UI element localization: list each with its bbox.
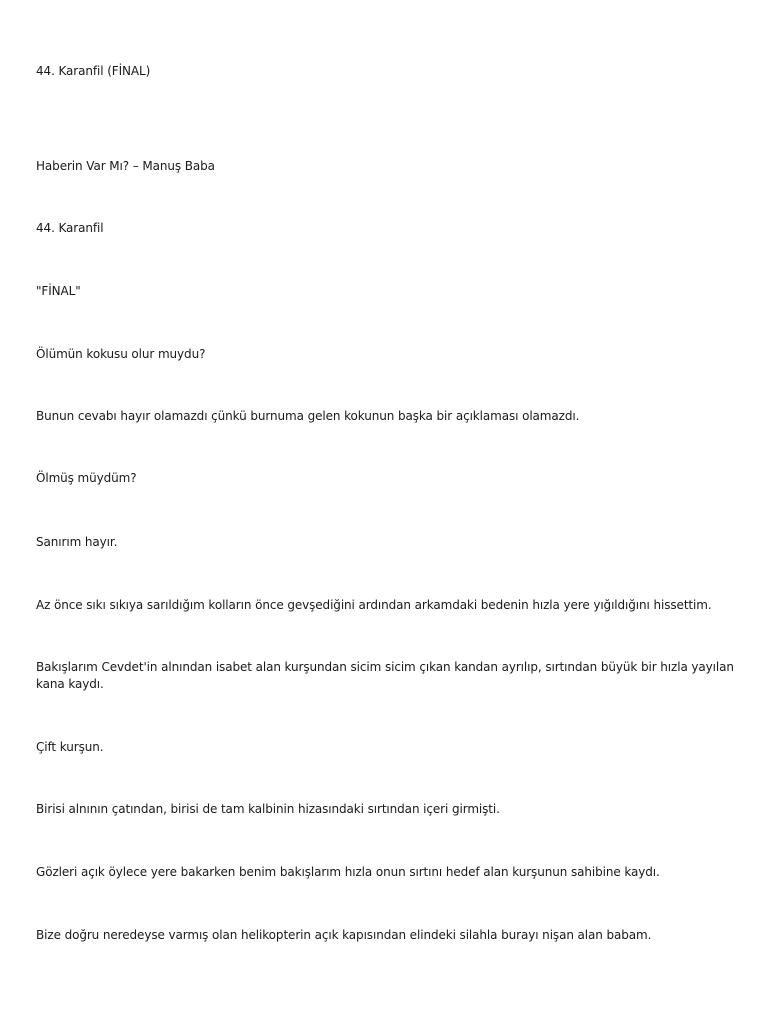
paragraph: Ölümün kokusu olur muydu? [36, 347, 206, 361]
chapter-subheading: "FİNAL" [36, 284, 81, 298]
paragraph: Gözleri açık öylece yere bakarken benim bakışlarım hızla onun sırtını hedef alan kurşunun sahibine kaydı. [36, 865, 660, 879]
chapter-heading: 44. Karanfil [36, 221, 104, 235]
paragraph: Bize doğru neredeyse varmış olan helikopterin açık kapısından elindeki silahla burayı nişan alan babam. [36, 928, 652, 942]
paragraph: Birisi alnının çatından, birisi de tam kalbinin hizasındaki sırtından içeri girmişti. [36, 802, 500, 816]
paragraph: Az önce sıkı sıkıya sarıldığım kolların önce gevşediğini ardından arkamdaki bedenin hızla yere yığıldığını hissettim. [36, 598, 712, 612]
paragraph: Bakışlarım Cevdet'in alnından isabet alan kurşundan sicim sicim çıkan kandan ayrılıp, sırtından büyük bir hızla yayılan kana kaydı. [36, 660, 734, 691]
song-credit: Haberin Var Mı? – Manuş Baba [36, 159, 215, 173]
paragraph: Bunun cevabı hayır olamazdı çünkü burnuma gelen kokunun başka bir açıklaması olamazdı. [36, 409, 580, 423]
paragraph: Ölmüş müydüm? [36, 471, 137, 485]
paragraph: Sanırım hayır. [36, 535, 118, 549]
paragraph: Çift kurşun. [36, 740, 104, 754]
chapter-title: 44. Karanfil (FİNAL) [36, 64, 151, 78]
